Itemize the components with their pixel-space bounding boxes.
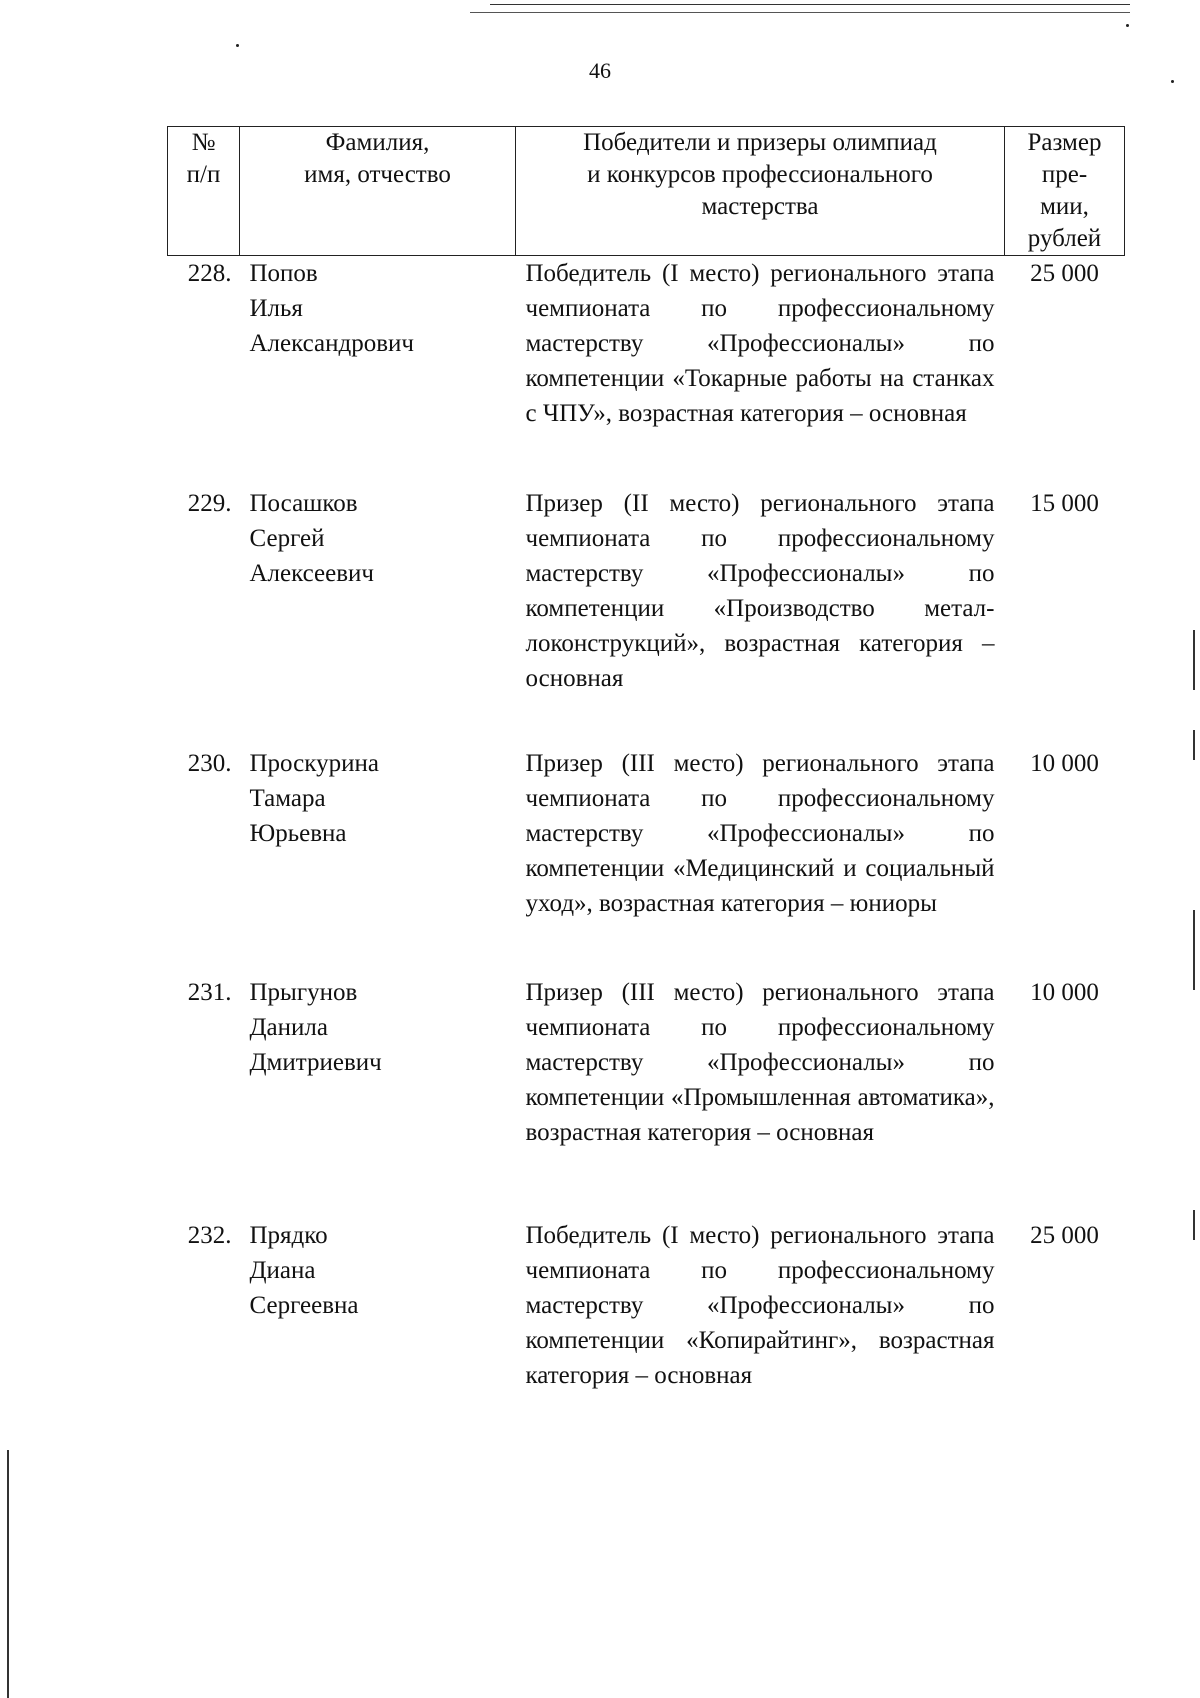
row-number: 231. bbox=[187, 978, 232, 1006]
table-row bbox=[168, 486, 1125, 746]
header-description: Победители и призеры олимпиад и конкурсов профессионального мастерства bbox=[516, 127, 1005, 256]
scan-speck bbox=[1126, 24, 1129, 27]
award-amount: 15 000 bbox=[1030, 489, 1099, 517]
scan-edge-mark bbox=[1193, 630, 1195, 690]
scan-edge-mark bbox=[1193, 910, 1195, 990]
page-number: 46 bbox=[589, 58, 611, 83]
award-description: Победитель (I место) регионального этапа чемпионата по профессиональному мастерству «Профессионалы» по компетенции «Токарные работы на станках с ЧПУ», возрастная категория – основная bbox=[525, 260, 995, 427]
person-name: Попов Илья Александрович bbox=[249, 260, 415, 357]
awards-table bbox=[167, 126, 1125, 1398]
person-name: Прядко Диана Сергеевна bbox=[249, 1221, 359, 1319]
table-row bbox=[168, 746, 1125, 975]
award-amount: 10 000 bbox=[1030, 978, 1099, 1006]
scan-edge-line bbox=[490, 4, 1130, 5]
row-number: 229. bbox=[187, 489, 232, 517]
award-description: Призер (III место) регионального этапа чемпионата по профессиональному мастерству «Профессионалы» по компетенции «Промышленная автоматика», возрастная категория – основная bbox=[525, 978, 995, 1146]
person-name: Посашков Сергей Алексеевич bbox=[249, 489, 374, 587]
table-row bbox=[168, 975, 1125, 1218]
award-description: Призер (III место) регионального этапа чемпионата по профессиональному мастерству «Профессионалы» по компетенции «Медицинский и социальный уход», возрастная категория – юниоры bbox=[525, 749, 995, 917]
award-description: Призер (II место) регионального этапа чемпионата по профессиональному мастерству «Профессионалы» по компетенции «Производство металлоконструкций», возрастная категория – основная bbox=[525, 489, 995, 692]
row-number: 230. bbox=[187, 749, 232, 777]
award-amount: 10 000 bbox=[1030, 749, 1099, 777]
row-number: 232. bbox=[187, 1221, 232, 1249]
header-amount: Размер пре- мии, рублей bbox=[1005, 127, 1125, 256]
award-description: Победитель (I место) регионального этапа чемпионата по профессиональному мастерству «Профессионалы» по компетенции «Копирайтинг», возрастная категория – основная bbox=[525, 1221, 995, 1389]
table-row bbox=[168, 1218, 1125, 1398]
award-amount: 25 000 bbox=[1030, 1221, 1099, 1249]
scan-speck bbox=[236, 44, 239, 47]
table-header-row bbox=[168, 127, 1125, 256]
award-amount: 25 000 bbox=[1030, 260, 1099, 287]
scan-edge-mark bbox=[7, 1450, 9, 1698]
person-name: Прыгунов Данила Дмитриевич bbox=[249, 978, 382, 1076]
row-number: 228. bbox=[187, 260, 232, 287]
person-name: Проскурина Тамара Юрьевна bbox=[249, 749, 379, 847]
scan-edge-mark bbox=[1193, 1210, 1195, 1240]
scan-edge-mark bbox=[1193, 730, 1195, 760]
header-num: № п/п bbox=[168, 127, 240, 256]
header-name: Фамилия, имя, отчество bbox=[240, 127, 516, 256]
table-row bbox=[168, 256, 1125, 486]
scan-edge-line bbox=[470, 12, 1130, 13]
